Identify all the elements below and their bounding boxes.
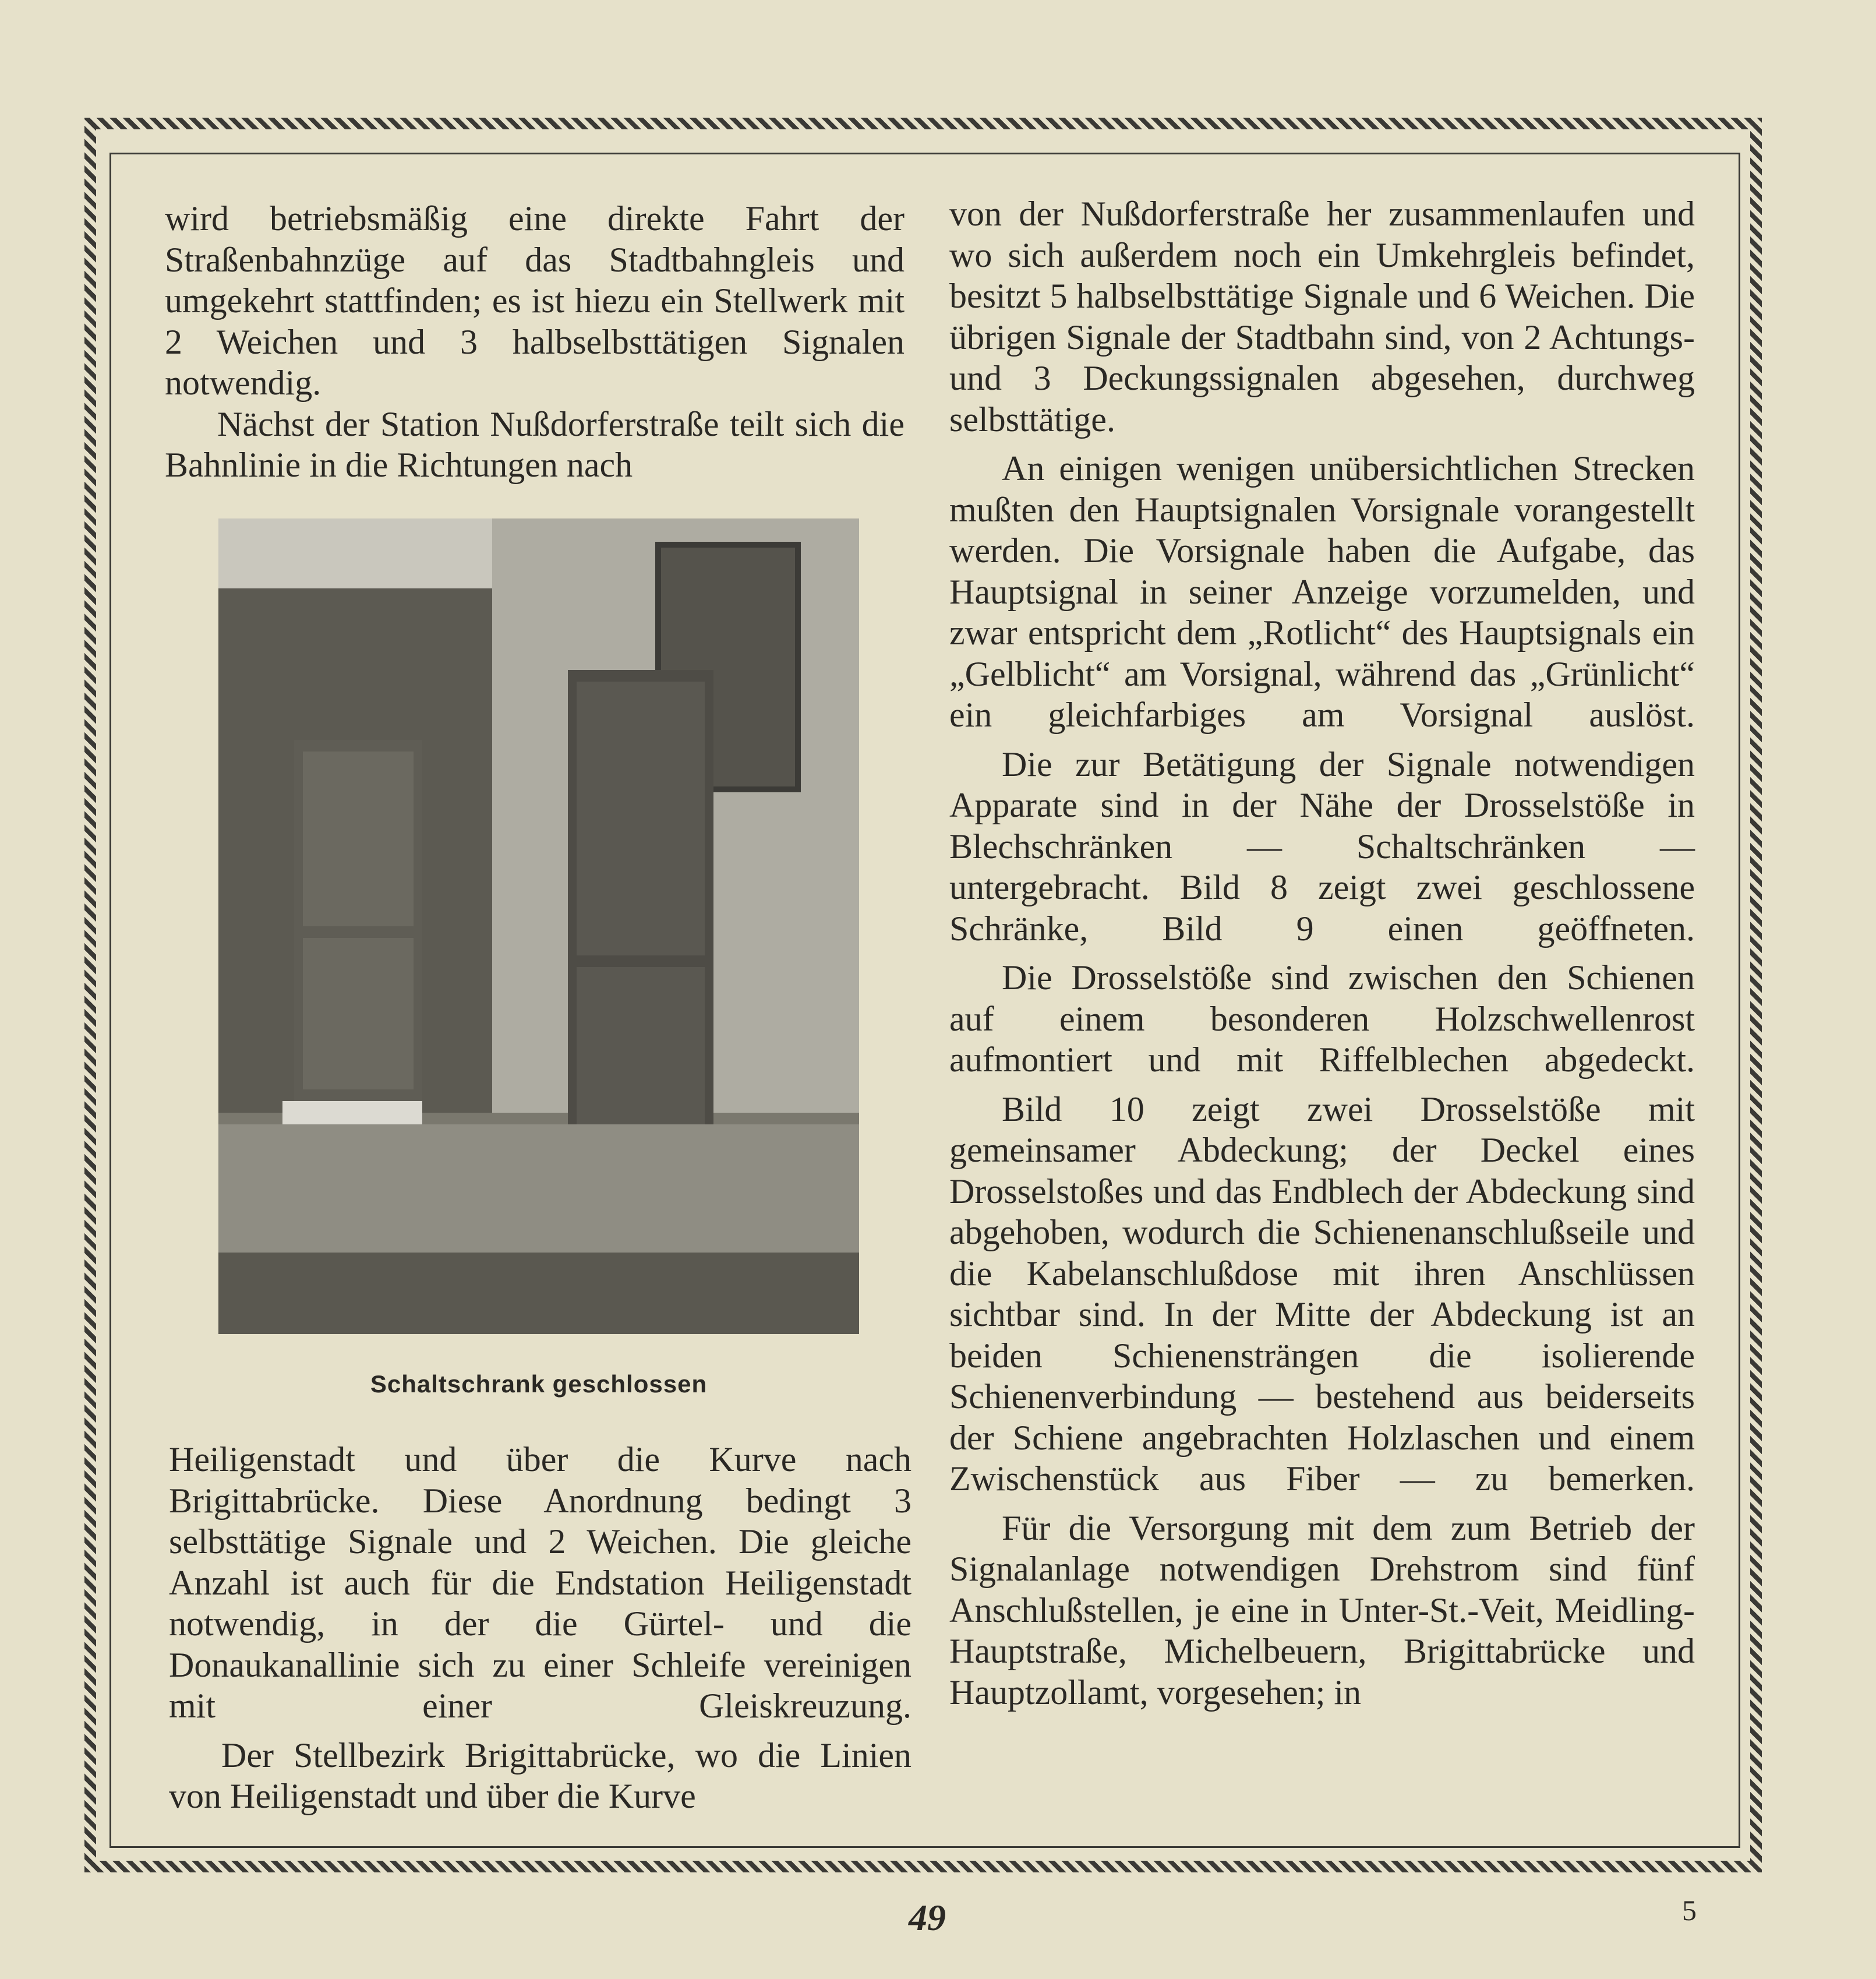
photo-caption: Schaltschrank geschlossen — [370, 1370, 708, 1398]
folio-number: 5 — [1682, 1894, 1697, 1927]
paragraph: An einigen wenigen unübersichtlichen Strecken mußten den Hauptsignalen Vorsignale vorangestellt werden. Die Vorsignale haben die Aufgabe, das Hauptsignal in seiner Anzeige vorzumelden, und zwar entspricht dem „Rotlicht“ des Hauptsignals ein „Gelblicht“ am Vorsignal, während das „Grünlicht“ ein gleichfarbiges am Vorsignal auslöst. — [949, 449, 1695, 734]
paragraph: Heiligenstadt und über die Kurve nach Brigittabrücke. Diese Anordnung bedingt 3 selbsttätige Signale und 2 Weichen. Die gleiche Anzahl ist auch für die Endstation Heiligenstadt notwendig, in der die Gürtel- und die Donaukanallinie sich zu einer Schleife vereinigen mit einer Gleiskreuzung. — [169, 1440, 911, 1725]
right-column — [949, 193, 1695, 1713]
paragraph: Nächst der Station Nußdorferstraße teilt sich die Bahnlinie in die Richtungen nach — [165, 404, 905, 484]
paragraph: Bild 10 zeigt zwei Drosselstöße mit gemeinsamer Abdeckung; der Deckel eines Drosselstoßes und das Endblech der Abdeckung sind abgehoben, wodurch die Schienenanschlußseile und die Kabelanschlußdose mit ihren Anschlüssen sichtbar sind. In der Mitte der Abdeckung ist an beiden Schienensträngen die isolierende Schienenverbindung — bestehend aus beiderseits der Schiene angebrachten Holzlaschen und einem Zwischenstück aus Fiber — zu bemerken. — [949, 1089, 1695, 1498]
left-column-top — [165, 198, 905, 486]
photo-schaltschrank — [218, 518, 859, 1334]
paragraph: wird betriebsmäßig eine direkte Fahrt der Straßenbahnzüge auf das Stadtbahngleis und umgekehrt stattfinden; es ist hiezu ein Stellwerk mit 2 Weichen und 3 halbselbsttätigen Signalen notwendig. — [165, 199, 905, 402]
paragraph: von der Nußdorferstraße her zusammenlaufen und wo sich außerdem noch ein Umkehrgleis befindet, besitzt 5 halbselbsttätige Signale und 6 Weichen. Die übrigen Signale der Stadtbahn sind, von 2 Achtungs- und 3 Deckungssignalen abgesehen, durchweg selbsttätige. — [949, 195, 1695, 439]
paragraph: Die Drosselstöße sind zwischen den Schienen auf einem besonderen Holzschwellenrost aufmontiert und mit Riffelblechen abgedeckt. — [949, 958, 1695, 1079]
paragraph: Für die Versorgung mit dem zum Betrieb der Signalanlage notwendigen Drehstrom sind fünf Anschlußstellen, je eine in Unter-St.-Veit, Meidling-Hauptstraße, Michelbeuern, Brigittabrücke und Hauptzollamt, vorgesehen; in — [949, 1508, 1695, 1712]
paragraph: Die zur Betätigung der Signale notwendigen Apparate sind in der Nähe der Drosselstöße in Blechschränken — Schaltschränken — untergebracht. Bild 8 zeigt zwei geschlossene Schränke, Bild 9 einen geöffneten. — [949, 745, 1695, 948]
photo-illustration — [218, 518, 859, 1334]
left-column-bottom — [169, 1439, 911, 1817]
paragraph: Der Stellbezirk Brigittabrücke, wo die Linien von Heiligenstadt und über die Kurve — [169, 1735, 911, 1815]
page-number: 49 — [909, 1897, 946, 1938]
